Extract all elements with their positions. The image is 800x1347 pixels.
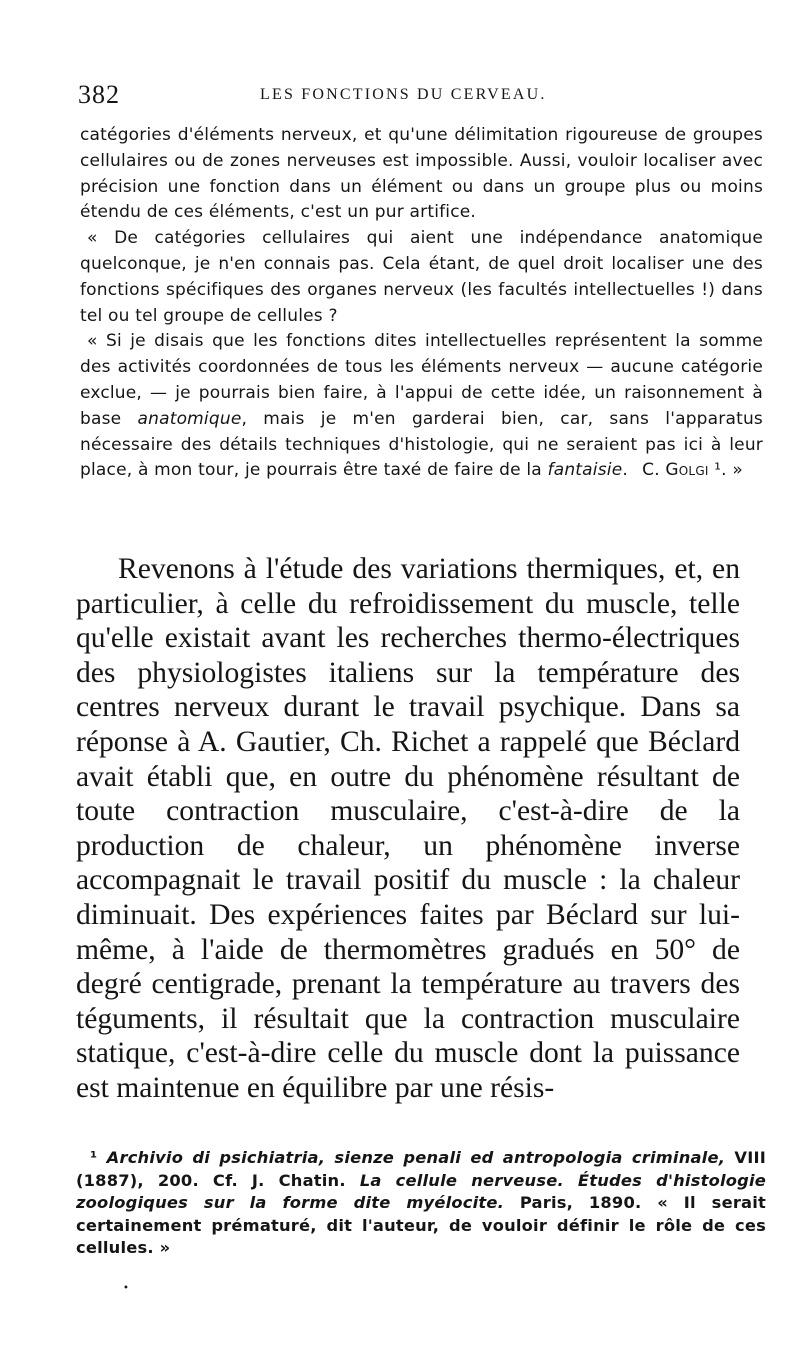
page-header [78, 80, 768, 110]
quote-emphasis: fantaisie [547, 460, 623, 481]
footnote-paragraph [76, 1147, 766, 1260]
golgi-quotation [80, 123, 763, 484]
footnote-marker: ¹ [90, 1148, 107, 1167]
page-number: 382 [78, 80, 120, 109]
main-text [76, 552, 740, 1106]
quote-paragraph-2: « De catégories cellulaires qui aient une indépendance anatomique quelconque, je n'en connais pas. Cela étant, de quel droit localiser une des fonctions spécifiques des organes nerveux (les facultés intellectuelles !) dans tel ou tel groupe de cellules ? [80, 228, 763, 326]
footnote-title: La cellule nerveuse. Études d'histologie zoologiques sur la forme dite myélocite. [76, 1170, 766, 1213]
quote-emphasis: anatomique [137, 408, 242, 429]
footnote-text: VIII (1887), 200. Cf. J. Chatin. [76, 1148, 766, 1190]
quote-text: , mais je m'en garderai bien, car, sans l'apparatus nécessaire des détails techniques d'histologie, qui ne seraient pas ici à leur place, à mon tour, je pourrais être taxé de faire de la [80, 408, 763, 481]
main-paragraph: Revenons à l'étude des variations thermiques, et, en particulier, à celle du refroidissement du muscle, telle qu'elle existait avant les recherches thermo-électriques des physiologistes italiens sur la température des centres nerveux durant le travail psychique. Dans sa réponse à A. Gautier, Ch. Richet a rappelé que Béclard avait établi que, en outre du phénomène résultant de toute contraction musculaire, c'est-à-dire de la production de chaleur, un phénomène inverse accompagnait le travail positif du muscle : la chaleur diminuait. Des expériences faites par Béclard sur lui-même, à l'aide de thermomètres gradués en 50° de degré centigrade, prenant la température au travers des téguments, il résultait que la contraction musculaire statique, c'est-à-dire celle du muscle dont la puissance est maintenue en équilibre par une résis- [76, 553, 740, 1104]
footnote [76, 1147, 766, 1260]
bottom-mark: • [123, 1283, 129, 1294]
running-title: LES FONCTIONS DU CERVEAU. [260, 86, 547, 103]
quote-paragraph-1: catégories d'éléments nerveux, et qu'une délimitation rigoureuse de groupes cellulaires ou de zones nerveuses est impossible. Aussi, vouloir localiser avec précision une fonction dans un élément ou dans un groupe plus ou moins étendu de ces éléments, c'est un pur artifice. [80, 125, 763, 223]
quote-signature: C. Golgi ¹. » [642, 460, 743, 481]
footnote-title: Archivio di psichiatria, sienze penali ed antropologia criminale, [106, 1148, 726, 1167]
quote-paragraph-3 [80, 329, 763, 484]
footnote-text: Paris, 1890. « Il serait certainement prématuré, dit l'auteur, de vouloir définir le rôle de ces cellules. » [76, 1193, 766, 1258]
quote-text: . [622, 460, 628, 481]
quote-text: « Si je disais que les fonctions dites intellectuelles représentent la somme des activités coordonnées de tous les éléments nerveux — aucune catégorie exclue, — je pourrais bien faire, à l'appui de cette idée, un raisonnement à base [80, 331, 763, 429]
